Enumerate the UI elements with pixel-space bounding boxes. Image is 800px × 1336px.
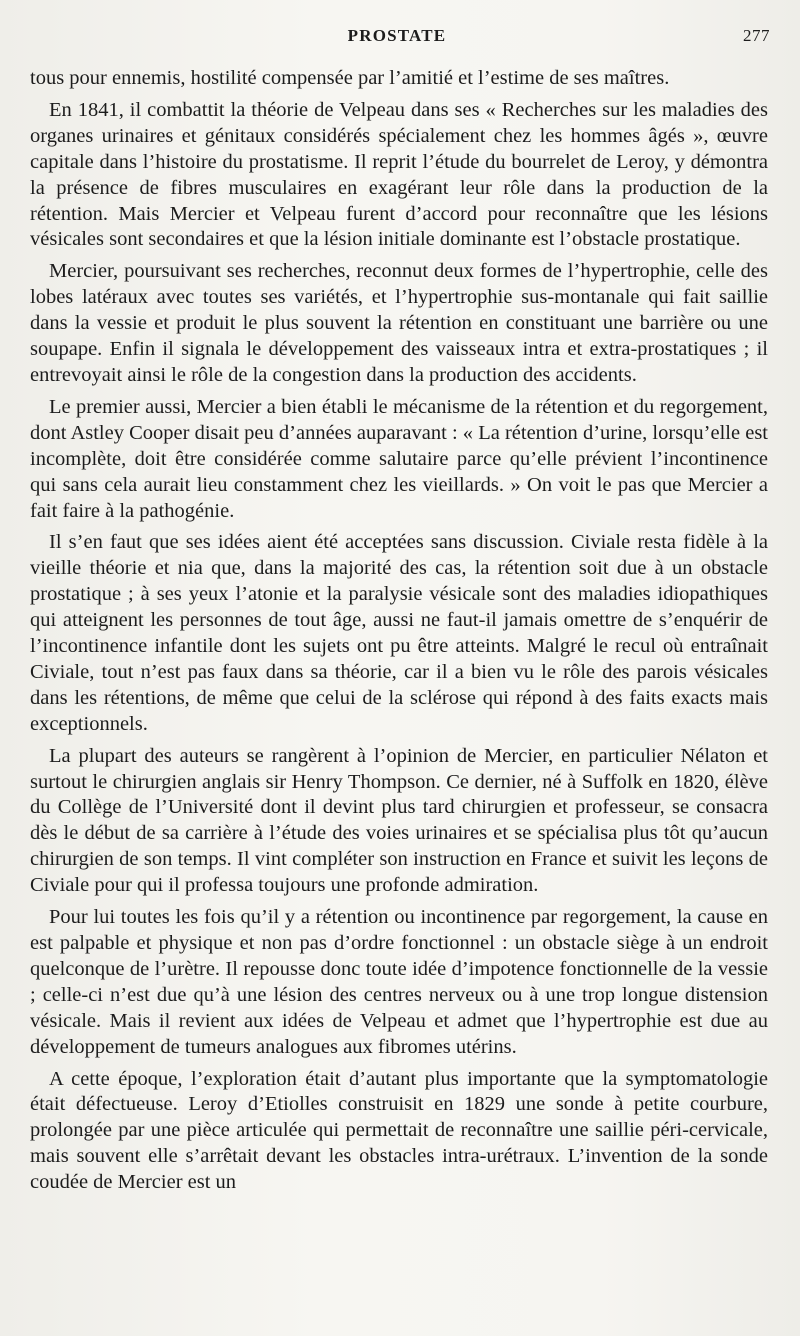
running-title: PROSTATE xyxy=(347,26,447,45)
page-number: 277 xyxy=(743,26,770,45)
paragraph-continued: tous pour ennemis, hostilité compensée par l’amitié et l’estime de ses maîtres. xyxy=(30,67,670,89)
paragraph-exploration: A cette époque, l’exploration était d’autant plus importante que la symptomatologie était défectueuse. Leroy d’Etiolles construisit en 1829 une sonde à petite courbure, prolongée par une pièce articulée qui permettait de reconnaître une saillie péri-cervicale, mais souvent elle s’arrêtait devant les obstacles intra-urétraux. L’invention de la sonde coudée de Mercier est un xyxy=(30,1067,768,1194)
running-header xyxy=(24,26,770,52)
paragraph-hypertrophy-forms: Mercier, poursuivant ses recherches, reconnut deux formes de l’hypertrophie, celle des lobes latéraux avec toutes ses variétés, et l’hypertrophie sus-montanale qui fait saillie dans la vessie et produit le plus souvent la rétention en constituant une barrière ou une soupape. Enfin il signala le développement des vaisseaux intra et extra-prostatiques ; il entrevoyait ainsi le rôle de la congestion dans la production des accidents. xyxy=(30,260,768,386)
paragraph-retention-mechanism: Le premier aussi, Mercier a bien établi le mécanisme de la rétention et du regorgement, dont Astley Cooper disait peu d’années auparavant : « La rétention d’urine, lorsqu’elle est incomplète, doit être considérée comme salutaire parce qu’elle prévient l’incontinence qui sans cela aurait lieu constamment chez les vieillards. » On voit le pas que Mercier a fait faire à la pathogénie. xyxy=(30,395,768,522)
paragraph-thompson-theory: Pour lui toutes les fois qu’il y a rétention ou incontinence par regorgement, la cause en est palpable et physique et non pas d’ordre fonctionnel : un obstacle siège à un endroit quelconque de l’urètre. Il repousse donc toute idée d’impotence fonctionnelle de la vessie ; celle-ci n’est due qu’à une lésion des centres nerveux ou à une trop longue distension vésicale. Mais il revient aux idées de Velpeau et admet que l’hypertrophie est due au développement de tumeurs analogues aux fibromes utérins. xyxy=(30,906,768,1058)
paragraph-mercier-1841: En 1841, il combattit la théorie de Velpeau dans ses « Recherches sur les maladies des organes urinaires et génitaux considérés spécialement chez les hommes âgés », œuvre capitale dans l’histoire du prostatisme. Il reprit l’étude du bourrelet de Leroy, y démontra la présence de fibres musculaires en exagérant leur rôle dans la production de la rétention. Mais Mercier et Velpeau furent d’accord pour reconnaître que les lésions vésicales sont secondaires et que la lésion initiale dominante est l’obstacle prostatique. xyxy=(30,98,768,251)
paragraph-thompson: La plupart des auteurs se rangèrent à l’opinion de Mercier, en particulier Nélaton et surtout le chirurgien anglais sir Henry Thompson. Ce dernier, né à Suffolk en 1820, élève du Collège de l’Université dont il devint plus tard chirurgien et professeur, se consacra dès le début de sa carrière à l’étude des voies urinaires et se spécialisa plus tôt qu’aucun chirurgien de son temps. Il vint compléter son instruction en France et suivit les leçons de Civiale pour qui il professa toujours une profonde admiration. xyxy=(30,744,768,897)
paragraph-civiale: Il s’en faut que ses idées aient été acceptées sans discussion. Civiale resta fidèle à la vieille théorie et nia que, dans la majorité des cas, la rétention soit due à un obstacle prostatique ; à ses yeux l’atonie et la paralysie vésicale sont des maladies idiopathiques qui atteignent les personnes de tout âge, aussi ne faut-il jamais omettre de s’enquérir de l’incontinence infantile dont les sujets ont pu être atteints. Malgré le recul où entraînait Civiale, tout n’est pas faux dans sa théorie, car il a bien vu le rôle des parois vésicales dans les rétentions, de même que celui de la sclérose qui répond à des faits exacts mais exceptionnels. xyxy=(30,531,768,735)
body-text xyxy=(30,66,768,1196)
